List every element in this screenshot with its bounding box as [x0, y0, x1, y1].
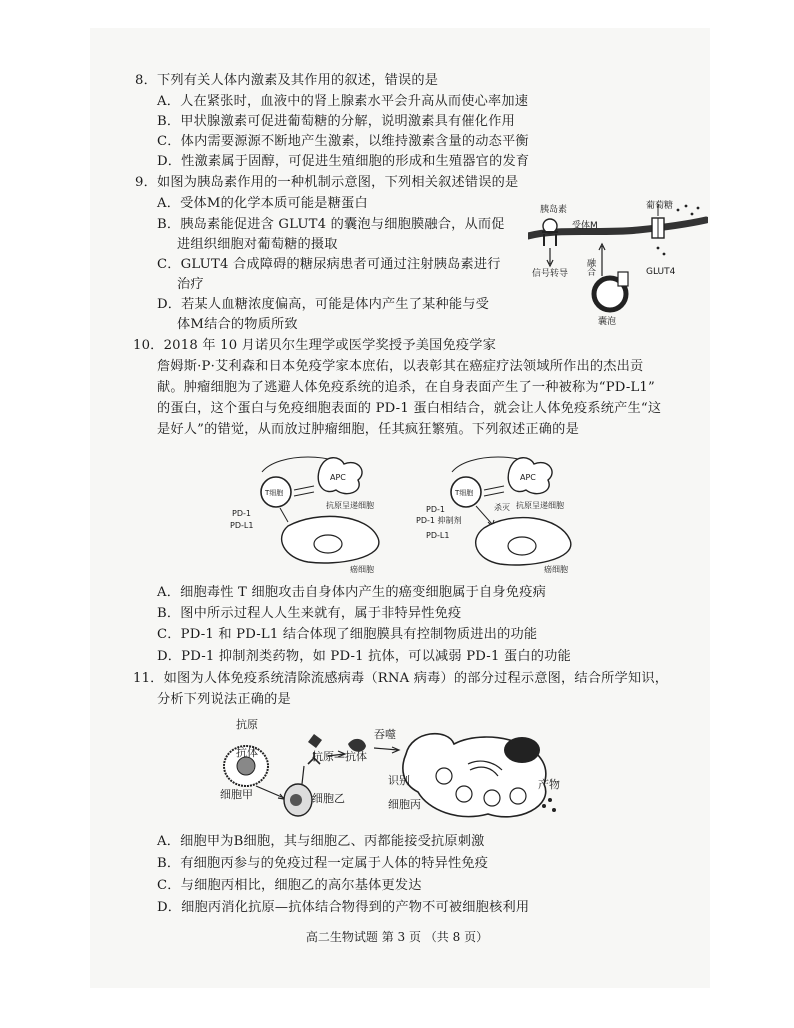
q10-option-c: C．PD-1 和 PD-L1 结合体现了细胞膜具有控制物质进出的功能 [157, 627, 538, 642]
q10-stem-line5: 是好人”的错觉，从而放过肿瘤细胞，任其疯狂繁殖。下列叙述正确的是 [157, 422, 579, 437]
flu-virus-clearance-diagram [218, 714, 568, 832]
q10-stem-line1: 10．2018 年 10 月诺贝尔生理学或医学奖授予美国免疫学家 [133, 338, 497, 353]
label-receptor-m: 受体M [572, 221, 598, 231]
q10-option-d: D．PD-1 抑制剂类药物，如 PD-1 抗体，可以减弱 PD-1 蛋白的功能 [157, 649, 571, 664]
label-kill: 杀灭 [494, 503, 510, 512]
q10-stem-line4: 的蛋白，这个蛋白与免疫细胞表面的 PD-1 蛋白相结合，就会让人体免疫系统产生“这 [157, 401, 662, 416]
label-tcell-right: T细胞 [455, 489, 474, 497]
q11-stem-line2: 分析下列说法正确的是 [157, 692, 291, 707]
antigen-shape [308, 734, 322, 748]
q9-option-b-line1: B．胰岛素能促进含 GLUT4 的囊泡与细胞膜融合，从而促 [157, 217, 505, 232]
q8-option-d: D．性激素属于固醇，可促进生殖细胞的形成和生殖器官的发育 [157, 154, 530, 169]
label-signal: 信号转导 [532, 269, 569, 279]
panel-with-inhibitor [416, 457, 571, 574]
label-pdl1-right: PD-L1 [426, 531, 450, 540]
q9-option-d-line2: 体M结合的物质所致 [177, 317, 298, 332]
label-apc-right: APC [520, 473, 536, 482]
pd1-pdl1-diagram [228, 448, 608, 574]
q11-option-c: C．与细胞丙相比，细胞乙的高尔基体更发达 [157, 878, 422, 893]
label-tcell-left: T细胞 [265, 489, 284, 497]
q11-stem-line1: 11．如图为人体免疫系统清除流感病毒（RNA 病毒）的部分过程示意图，结合所学知识， [133, 671, 669, 686]
label-inhibitor: PD-1 抑制剂 [416, 516, 462, 525]
label-pd1-left: PD-1 [232, 509, 251, 518]
label-pdl1-left: PD-L1 [230, 521, 254, 530]
q9-stem: 9．如图为胰岛素作用的一种机制示意图，下列相关叙述错误的是 [135, 175, 519, 190]
panel-without-inhibitor [230, 457, 379, 574]
label-glucose: 葡萄糖 [646, 201, 674, 211]
label-antigen: 抗原 [236, 718, 258, 731]
q9-option-a: A．受体M的化学本质可能是糖蛋白 [157, 196, 368, 211]
label-cell-bing: 细胞丙 [388, 798, 421, 811]
q11-option-d: D．细胞丙消化抗原—抗体结合物得到的产物不可被细胞核利用 [157, 900, 530, 915]
q11-option-a: A．细胞甲为B细胞，其与细胞乙、丙都能接受抗原刺激 [157, 834, 485, 849]
q8-option-c: C．体内需要源源不断地产生激素，以维持激素含量的动态平衡 [157, 134, 529, 149]
label-cell-yi: 细胞乙 [312, 792, 345, 805]
label-vesicle: 囊泡 [598, 317, 617, 327]
label-apc-cell-left: 抗原呈递细胞 [326, 501, 374, 510]
label-antibody: 抗体 [236, 746, 258, 759]
insulin-mechanism-diagram [528, 198, 708, 330]
q8-stem: 8．下列有关人体内激素及其作用的叙述，错误的是 [135, 73, 439, 88]
q10-stem-line3: 献。肿瘤细胞为了逃避人体免疫系统的追杀，在自身表面产生了一种被称为“PD-L1” [157, 380, 655, 395]
label-recog: 识别 [388, 774, 410, 787]
label-apc-cell-right: 抗原呈递细胞 [516, 501, 564, 510]
q9-option-b-line2: 进组织细胞对葡萄糖的摄取 [177, 237, 338, 252]
label-insulin: 胰岛素 [540, 205, 568, 215]
insulin-molecule [543, 219, 557, 233]
q10-option-b: B．图中所示过程人人生来就有，属于非特异性免疫 [157, 606, 462, 621]
label-cell-jia: 细胞甲 [220, 788, 253, 801]
label-product: 产物 [538, 778, 560, 791]
label-phago: 吞噬 [374, 728, 396, 741]
q8-option-b: B．甲状腺激素可促进葡萄糖的分解，说明激素具有催化作用 [157, 114, 515, 129]
label-complex: 抗原—抗体 [312, 750, 367, 763]
q8-option-a: A．人在紧张时，血液中的肾上腺素水平会升高从而使心率加速 [157, 94, 529, 109]
q10-stem-line2: 詹姆斯·P·艾利森和日本免疫学家本庶佑，以表彰其在癌症疗法领域所作出的杰出贡 [157, 359, 644, 374]
page-footer: 高二生物试题 第 3 页 （共 8 页） [305, 930, 489, 944]
q10-option-a: A．细胞毒性 T 细胞攻击自身体内产生的癌变细胞属于自身免疫病 [157, 585, 546, 600]
q9-option-c-line2: 治疗 [177, 277, 204, 292]
label-pd1-right: PD-1 [426, 505, 445, 514]
q9-option-c-line1: C．GLUT4 合成障碍的糖尿病患者可通过注射胰岛素进行 [157, 257, 501, 272]
label-glut4: GLUT4 [646, 267, 676, 277]
q11-option-b: B．有细胞丙参与的免疫过程一定属于人体的特异性免疫 [157, 856, 489, 871]
label-fusion: 融合 [585, 258, 595, 276]
nucleus [504, 737, 540, 763]
label-cancer-right: 癌细胞 [544, 565, 568, 574]
label-cancer-left: 癌细胞 [350, 565, 374, 574]
label-apc-left: APC [330, 473, 346, 482]
q9-option-d-line1: D．若某人血糖浓度偏高，可能是体内产生了某种能与受 [157, 297, 490, 312]
